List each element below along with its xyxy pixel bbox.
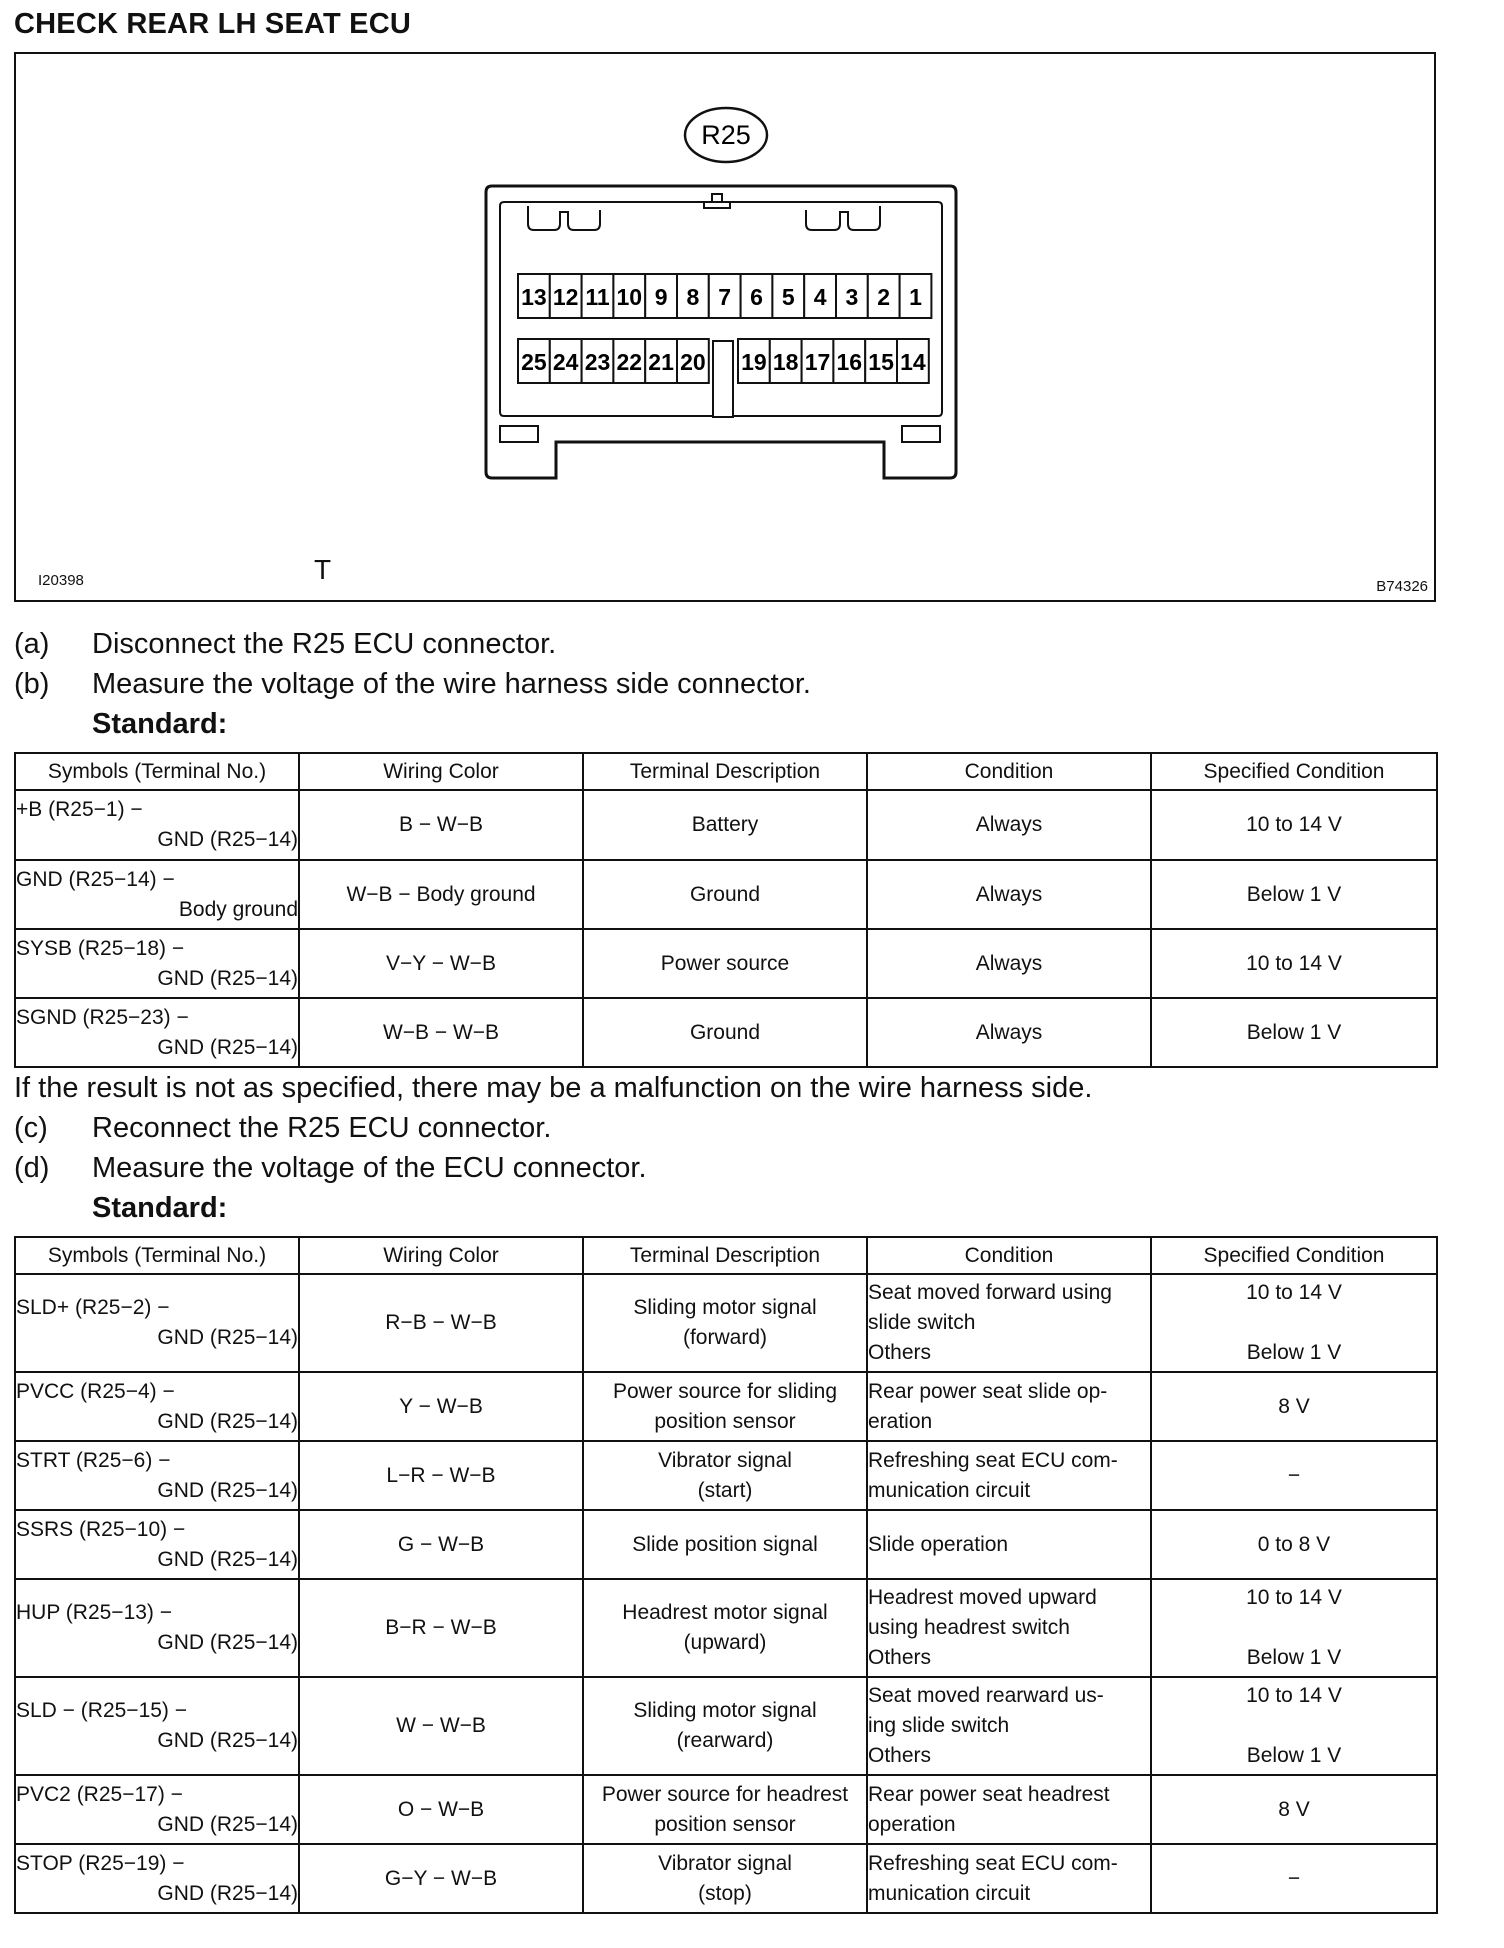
- connector-label: R25: [701, 120, 751, 150]
- symbol-line: STOP (R25−19) −: [16, 1851, 185, 1875]
- specified-condition: Below 1 V: [1151, 998, 1437, 1067]
- pin-number: 21: [648, 349, 674, 375]
- connector-pin: [677, 274, 709, 318]
- condition: Slide operation: [867, 1510, 1151, 1579]
- table-row: [15, 998, 1437, 1067]
- specified-condition: 10 to 14 V: [1151, 790, 1437, 860]
- pin-number: 18: [772, 349, 799, 375]
- pin-number: 22: [616, 349, 643, 375]
- connector-pin: [900, 274, 932, 318]
- symbol-line: SLD − (R25−15) −: [16, 1699, 188, 1722]
- condition: Headrest moved upward using headrest switch Others: [867, 1579, 1151, 1677]
- specified-condition: −: [1151, 1441, 1437, 1510]
- condition: Always: [867, 929, 1151, 998]
- terminal-description: Vibrator signal (stop): [583, 1844, 867, 1913]
- pin-number: 15: [868, 349, 894, 375]
- pin-number: 20: [680, 349, 706, 375]
- connector-pin: [709, 274, 741, 318]
- pin-number: 13: [521, 284, 547, 310]
- connector-pin: [738, 339, 770, 383]
- symbol-line: GND (R25−14): [157, 1881, 298, 1905]
- step-text: Reconnect the R25 ECU connector.: [92, 1112, 552, 1144]
- col-header: Symbols (Terminal No.): [15, 1237, 299, 1274]
- table-row: [15, 790, 1437, 860]
- condition: Rear power seat headrest operation: [867, 1775, 1151, 1844]
- col-header: Terminal Description: [583, 1237, 867, 1274]
- table-header-row: [15, 753, 1437, 790]
- pin-number: 11: [585, 284, 610, 310]
- pin-number: 17: [804, 349, 831, 375]
- col-header: Wiring Color: [299, 753, 583, 790]
- pin-number: 14: [900, 349, 926, 375]
- col-header: Condition: [867, 1237, 1151, 1274]
- symbol-line: GND (R25−14): [157, 1326, 298, 1349]
- terminal-description: Power source for headrest position sensor: [583, 1775, 867, 1844]
- pin-number: 10: [616, 284, 643, 310]
- pin-number: 1: [909, 284, 922, 310]
- wiring-color: V−Y − W−B: [299, 929, 583, 998]
- table-row: [15, 929, 1437, 998]
- pin-number: 2: [877, 284, 891, 310]
- pin-number: 19: [741, 349, 767, 375]
- pin-number: 12: [552, 284, 579, 310]
- table-row: [15, 1441, 1437, 1510]
- specified-condition: 10 to 14 V Below 1 V: [1151, 1677, 1437, 1775]
- symbol-line: GND (R25−14): [157, 1812, 298, 1836]
- wiring-color: R−B − W−B: [299, 1274, 583, 1372]
- symbol-line: Body ground: [178, 897, 298, 921]
- step-text: Disconnect the R25 ECU connector.: [92, 628, 557, 660]
- specified-condition: 10 to 14 V Below 1 V: [1151, 1579, 1437, 1677]
- wiring-color: W−B − W−B: [299, 998, 583, 1067]
- step-d: [14, 1152, 647, 1185]
- col-header: Specified Condition: [1151, 1237, 1437, 1274]
- symbol-line: GND (R25−14): [157, 828, 298, 851]
- symbol-line: SSRS (R25−10) −: [16, 1517, 186, 1541]
- malfunction-note: If the result is not as specified, there may be a malfunction on the wire harness side.: [14, 1072, 1093, 1104]
- figure-mark: T: [314, 554, 332, 585]
- spec-table-ecu: [14, 1236, 1438, 1914]
- pin-number: 8: [686, 284, 700, 310]
- terminal-description: Power source: [583, 929, 867, 998]
- table-row: [15, 1510, 1437, 1579]
- symbol-line: HUP (R25−13) −: [16, 1601, 173, 1624]
- symbol-line: SGND (R25−23) −: [16, 1005, 189, 1029]
- pin-number: 16: [836, 349, 863, 375]
- condition: Always: [867, 998, 1151, 1067]
- page-title: CHECK REAR LH SEAT ECU: [14, 8, 411, 40]
- connector-pin: [836, 274, 868, 318]
- specified-condition: 8 V: [1151, 1372, 1437, 1441]
- symbol-line: STRT (R25−6) −: [16, 1448, 171, 1472]
- table-row: [15, 1274, 1437, 1372]
- col-header: Symbols (Terminal No.): [15, 753, 299, 790]
- wiring-color: G − W−B: [299, 1510, 583, 1579]
- pin-number: 25: [521, 349, 547, 375]
- symbol-line: GND (R25−14): [157, 966, 298, 990]
- step-c: [14, 1112, 551, 1145]
- wiring-color: W−B − Body ground: [299, 860, 583, 929]
- wiring-color: L−R − W−B: [299, 1441, 583, 1510]
- terminal-description: Slide position signal: [583, 1510, 867, 1579]
- figure-id-left: I20398: [38, 572, 84, 589]
- step-text: Measure the voltage of the ECU connector.: [92, 1152, 647, 1184]
- wiring-color: G−Y − W−B: [299, 1844, 583, 1913]
- table-row: [15, 1844, 1437, 1913]
- connector-pin: [741, 274, 773, 318]
- pin-number: 7: [718, 284, 732, 310]
- key-right: [806, 206, 880, 230]
- terminal-description: Ground: [583, 998, 867, 1067]
- symbol-line: GND (R25−14): [157, 1547, 298, 1571]
- condition: Always: [867, 860, 1151, 929]
- center-rib: [713, 341, 733, 417]
- wiring-color: Y − W−B: [299, 1372, 583, 1441]
- specified-condition: 10 to 14 V: [1151, 929, 1437, 998]
- pin-number: 4: [813, 284, 827, 310]
- specified-condition: 10 to 14 V Below 1 V: [1151, 1274, 1437, 1372]
- connector-pin: [613, 274, 645, 318]
- symbol-line: SYSB (R25−18) −: [16, 936, 185, 960]
- col-header: Specified Condition: [1151, 753, 1437, 790]
- table-row: [15, 1579, 1437, 1677]
- connector-pin: [833, 339, 865, 383]
- wiring-color: W − W−B: [299, 1677, 583, 1775]
- symbol-line: GND (R25−14): [157, 1729, 298, 1752]
- latch-right: [902, 426, 940, 442]
- symbol-line: GND (R25−14): [157, 1035, 298, 1059]
- connector-pin: [518, 274, 550, 318]
- symbol-line: PVCC (R25−4) −: [16, 1379, 175, 1403]
- connector-pin: [613, 339, 645, 383]
- table-row: [15, 1372, 1437, 1441]
- terminal-description: Battery: [583, 790, 867, 860]
- condition: Refreshing seat ECU com- munication circuit: [867, 1441, 1151, 1510]
- table-row: [15, 1775, 1437, 1844]
- connector-pin: [865, 339, 897, 383]
- step-a: [14, 628, 556, 661]
- condition: Refreshing seat ECU com- munication circuit: [867, 1844, 1151, 1913]
- connector-figure: [14, 52, 1436, 602]
- symbol-line: GND (R25−14) −: [16, 867, 175, 891]
- connector-pin: [770, 339, 802, 383]
- table-row: [15, 860, 1437, 929]
- wiring-color: O − W−B: [299, 1775, 583, 1844]
- symbol-line: PVC2 (R25−17) −: [16, 1782, 183, 1806]
- terminal-description: Sliding motor signal (forward): [583, 1274, 867, 1372]
- pin-number: 9: [654, 284, 668, 310]
- pin-row-top: [518, 274, 931, 318]
- standard-label: Standard:: [92, 1192, 228, 1224]
- symbol-line: GND (R25−14): [157, 1478, 298, 1502]
- connector-pin: [645, 274, 677, 318]
- step-label: (b): [14, 668, 50, 700]
- table-row: [15, 1677, 1437, 1775]
- condition: Seat moved rearward us- ing slide switch Others: [867, 1677, 1151, 1775]
- spec-table-harness: [14, 752, 1438, 1068]
- terminal-description: Sliding motor signal (rearward): [583, 1677, 867, 1775]
- connector-pin: [868, 274, 900, 318]
- figure-id-right: B74326: [1376, 578, 1428, 595]
- connector-pin: [550, 339, 582, 383]
- connector-pin: [804, 274, 836, 318]
- connector-pin: [897, 339, 929, 383]
- connector-pin: [518, 339, 550, 383]
- condition: Rear power seat slide op- eration: [867, 1372, 1151, 1441]
- symbol-line: SLD+ (R25−2) −: [16, 1296, 170, 1319]
- step-label: (d): [14, 1152, 50, 1184]
- key-left: [528, 206, 600, 230]
- symbol-line: GND (R25−14): [157, 1409, 298, 1433]
- step-text: Measure the voltage of the wire harness side connector.: [92, 668, 811, 700]
- step-b: [14, 668, 811, 701]
- specified-condition: Below 1 V: [1151, 860, 1437, 929]
- condition: Seat moved forward using slide switch Others: [867, 1274, 1151, 1372]
- terminal-description: Ground: [583, 860, 867, 929]
- connector-pin: [582, 339, 614, 383]
- pin-number: 6: [750, 284, 763, 310]
- terminal-description: Vibrator signal (start): [583, 1441, 867, 1510]
- connector-pin: [582, 274, 614, 318]
- specified-condition: 0 to 8 V: [1151, 1510, 1437, 1579]
- specified-condition: 8 V: [1151, 1775, 1437, 1844]
- col-header: Condition: [867, 753, 1151, 790]
- pin-number: 23: [584, 349, 611, 375]
- wiring-color: B − W−B: [299, 790, 583, 860]
- condition: Always: [867, 790, 1151, 860]
- connector-diagram: [16, 54, 1433, 599]
- connector-pin: [645, 339, 677, 383]
- symbol-line: +B (R25−1) −: [16, 798, 143, 821]
- pin-number: 3: [845, 284, 859, 310]
- terminal-description: Power source for sliding position sensor: [583, 1372, 867, 1441]
- col-header: Wiring Color: [299, 1237, 583, 1274]
- wiring-color: B−R − W−B: [299, 1579, 583, 1677]
- table-header-row: [15, 1237, 1437, 1274]
- step-label: (c): [14, 1112, 48, 1144]
- connector-pin: [802, 339, 834, 383]
- pin-number: 5: [781, 284, 795, 310]
- connector-pin: [772, 274, 804, 318]
- specified-condition: −: [1151, 1844, 1437, 1913]
- step-label: (a): [14, 628, 50, 660]
- standard-label: Standard:: [92, 708, 228, 740]
- col-header: Terminal Description: [583, 753, 867, 790]
- symbol-line: GND (R25−14): [157, 1631, 298, 1654]
- pin-number: 24: [552, 349, 579, 375]
- latch-left: [500, 426, 538, 442]
- connector-pin: [550, 274, 582, 318]
- terminal-description: Headrest motor signal (upward): [583, 1579, 867, 1677]
- connector-pin: [677, 339, 709, 383]
